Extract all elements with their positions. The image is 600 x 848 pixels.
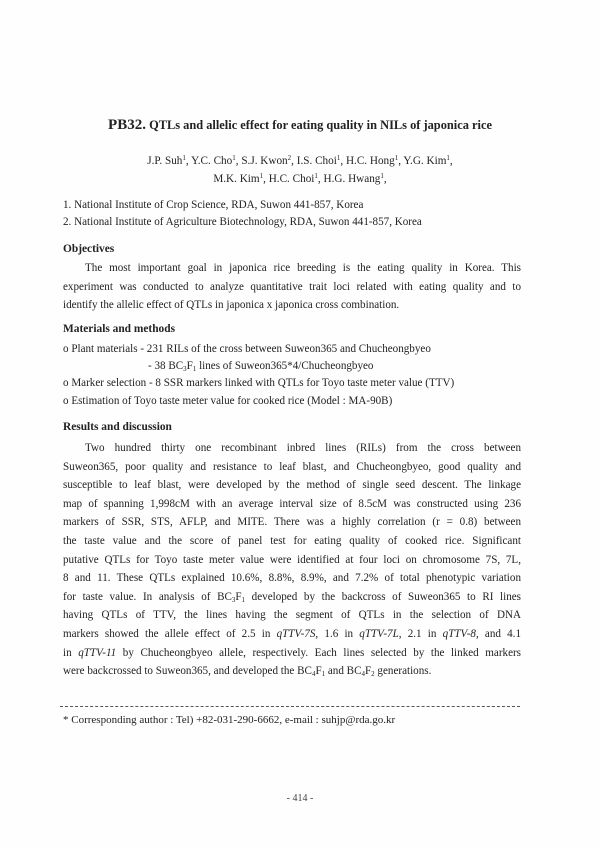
text-line: 8 and 11. These QTLs explained 10.6%, 8.8%, 8.9%, and 7.2% of total phenotypic variation <box>63 572 521 585</box>
text-line: in qTTV-11 by Chucheongbyeo allele, respectively. Each lines selected by the linked markers <box>63 646 521 659</box>
text-line: for taste value. In analysis of $BC_3F_1$ developed by the backcross of Suweon365 to RI lines <box>63 590 521 604</box>
text-line: were backcrossed to Suweon365, and developed the $BC_4F_1$ and $BC_4F_2$ generations. <box>63 665 432 679</box>
text-line: map of spanning 1,998cM with an average interval size of 8.5cM was constructed using 236 <box>63 497 521 510</box>
results-heading: Results and discussion <box>63 421 172 433</box>
text-line: susceptible to leaf blast, were developed by the method of single seed descent. The linkage <box>63 479 521 492</box>
text-line: markers of SSR, STS, AFLP, and MITE. There was a highly correlation (r = 0.8) between <box>63 516 521 529</box>
text-line: the taste value and the score of panel test for eating quality of cooked rice. Significant <box>63 534 521 547</box>
results-paragraph <box>63 439 521 681</box>
affiliation-2: 2. National Institute of Agriculture Biotechnology, RDA, Suwon 441-857, Korea <box>63 216 422 228</box>
materials-heading: Materials and methods <box>63 323 176 335</box>
author: Y.G. Kim$^1$, <box>403 154 453 167</box>
author: J.P. Suh$^1$, <box>147 154 192 167</box>
text-line: putative QTLs for Toyo taste meter value were identified at four loci on chromosome 7S, 7L, <box>63 553 521 566</box>
text-line: having QTLs of TTV, the lines having the segment of QTLs in the selection of DNA <box>63 609 521 622</box>
text-line: The most important goal in japonica rice breeding is the eating quality in Korea. This <box>85 262 521 274</box>
materials-item: o Marker selection - 8 SSR markers linked with QTLs for Toyo taste meter value (TTV) <box>63 377 455 390</box>
author: H.C. Choi$^1$, <box>268 172 324 185</box>
corresponding-author-footnote: * Corresponding author : Tel) +82-031-290-6662, e-mail : suhjp@rda.go.kr <box>63 714 396 726</box>
page-number: - 414 - <box>286 793 314 804</box>
objectives-paragraph <box>63 259 521 315</box>
author-line-1 <box>60 152 540 170</box>
abstract-code: PB32. <box>108 117 146 133</box>
footnote-divider <box>60 706 520 707</box>
text-line: markers showed the allele effect of 2.5 in qTTV-7S, 1.6 in qTTV-7L, 2.1 in qTTV-8, and 4.1 <box>63 627 521 640</box>
author-list <box>60 152 540 188</box>
author: H.C. Hong$^1$, <box>345 154 404 167</box>
affiliations <box>63 197 543 231</box>
author: M.K. Kim$^1$, <box>213 172 269 185</box>
author: H.G. Hwang$^1$, <box>323 172 387 185</box>
materials-item: o Plant materials - 231 RILs of the cross between Suweon365 and Chucheongbyeo <box>63 343 431 355</box>
materials-list <box>63 341 533 410</box>
author-line-2 <box>60 170 540 188</box>
author: S.J. Kwon$^2$, <box>241 154 297 167</box>
text-line: Two hundred thirty one recombinant inbred lines (RILs) from the cross between <box>85 442 521 454</box>
paper-title <box>60 117 540 134</box>
materials-subitem: - 38 $BC_3F_1$ lines of Suweon365*4/Chucheongbyeo <box>148 360 374 374</box>
objectives-heading: Objectives <box>63 243 115 255</box>
text-line: Suweon365, poor quality and resistance to leaf blast, and Chucheongbyeo, good quality and <box>63 460 521 473</box>
affiliation-1: 1. National Institute of Crop Science, RDA, Suwon 441-857, Korea <box>63 199 364 211</box>
text-line: identify the allelic effect of QTLs in japonica x japonica cross combination. <box>63 299 400 312</box>
author: I.S. Choi$^1$, <box>296 154 346 167</box>
text-line: experiment was conducted to analyze quantitative trait loci related with eating quality and to <box>63 280 521 293</box>
author: Y.C. Cho$^1$, <box>191 154 242 167</box>
title-text: QTLs and allelic effect for eating quality in NILs of japonica rice <box>149 118 492 132</box>
materials-item: o Estimation of Toyo taste meter value for cooked rice (Model : MA-90B) <box>63 394 393 407</box>
